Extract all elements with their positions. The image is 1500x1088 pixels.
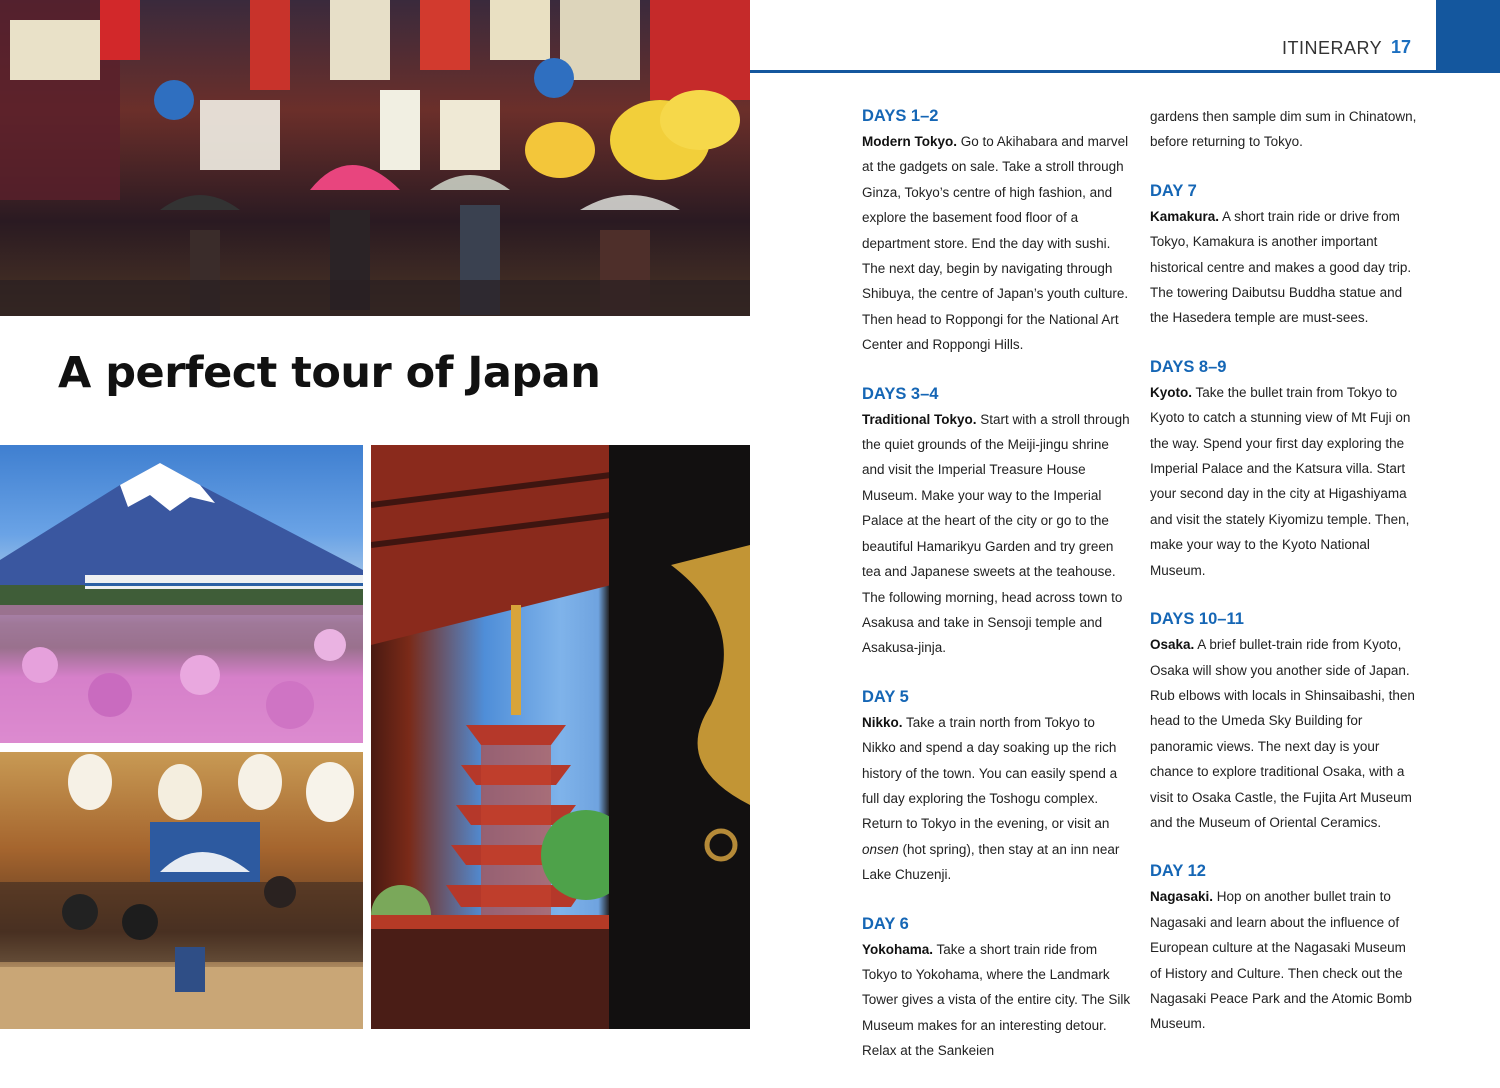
day-heading: DAY 12 [1150, 862, 1206, 881]
itinerary-entry-day-5 [862, 685, 1132, 888]
day-description [862, 937, 1132, 1064]
day-description [1150, 204, 1420, 331]
destination-name: Nikko. [862, 714, 903, 730]
day-description [862, 407, 1132, 661]
day-heading: DAYS 10–11 [1150, 610, 1244, 629]
destination-name: Traditional Tokyo. [862, 411, 977, 427]
izakaya-photo [0, 752, 363, 1029]
destination-name: Kyoto. [1150, 384, 1192, 400]
destination-name: Yokohama. [862, 941, 934, 957]
day-text: Hop on another bullet train to Nagasaki and learn about the influence of European culture at the Nagasaki Museum of History and Culture. Then check out the Nagasaki Peace Park and the Atomic Bomb Museum. [1150, 889, 1412, 1032]
day-text: Start with a stroll through the quiet grounds of the Meiji-jingu shrine and visit the Imperial Treasure House Museum. Make your way to the Imperial Palace at the heart of the city or go to the beautiful Hamarikyu Garden and try green tea and Japanese sweets at the teahouse. The following morning, head across town to Asakusa and take in Sensoji temple and Asakusa-jinja. [862, 411, 1130, 656]
itinerary-entry-days-1-2 [862, 104, 1132, 358]
day-description [1150, 632, 1420, 835]
day-heading: DAY 6 [862, 914, 909, 933]
day-heading: DAYS 3–4 [862, 384, 939, 403]
mount-fuji-art [0, 445, 363, 743]
destination-name: Kamakura. [1150, 208, 1220, 224]
itinerary-entry-days-8-9 [1150, 355, 1420, 583]
day-text: Take a short train ride from Tokyo to Yokohama, where the Landmark Tower gives a vista of the entire city. The Silk Museum makes for an interesting detour. Relax at the Sankeien [862, 941, 1131, 1059]
pagoda-photo [371, 445, 750, 1029]
destination-name: Nagasaki. [1150, 889, 1214, 905]
itinerary-column-right [1150, 104, 1420, 1061]
day-heading: DAY 7 [1150, 181, 1197, 200]
day-text: Take the bullet train from Tokyo to Kyoto to catch a stunning view of Mt Fuji on the way. Spend your first day exploring the Imperial Palace and the Katsura villa. Start your second day in the city at Higashiyama and visit the stately Kiyomizu temple. Then, make your way to the Kyoto National Museum. [1150, 384, 1411, 578]
day-text: Take a train north from Tokyo to Nikko and spend a day soaking up the rich history of the town. You can easily spend a full day exploring the Toshogu complex. Return to Tokyo in the evening, or visit an [862, 714, 1118, 832]
destination-name: Modern Tokyo. [862, 134, 958, 149]
street-photo-art [0, 0, 750, 316]
day-text-emphasis: onsen [862, 841, 899, 857]
day-heading: DAY 5 [862, 687, 909, 706]
day-description [862, 710, 1132, 888]
mount-fuji-photo [0, 445, 363, 743]
running-head: ITINERARY [1282, 38, 1383, 58]
day-text: (hot spring), then stay at an inn near Lake Chuzenji. [862, 841, 1120, 883]
destination-name: Osaka. [1150, 637, 1195, 653]
day-heading: DAYS 1–2 [862, 107, 939, 125]
day-6-continued-text: gardens then sample dim sum in Chinatown, before returning to Tokyo. [1150, 109, 1417, 150]
day-heading: DAYS 8–9 [1150, 357, 1227, 376]
pagoda-art [371, 445, 750, 1029]
izakaya-art [0, 752, 363, 1029]
day-text: Go to Akihabara and marvel at the gadgets on sale. Take a stroll through Ginza, Tokyo’s centre of high fashion, and explore the basement food floor of a department store. End the day with sushi. The next day, begin by navigating through Shibuya, the centre of Japan’s youth culture. Then head to Roppongi for the National Art Center and Roppongi Hills. [862, 134, 1129, 353]
page-title: A perfect tour of Japan [58, 348, 601, 398]
day-text: A short train ride or drive from Tokyo, Kamakura is another important historical centre and makes a good day trip. The towering Daibutsu Buddha statue and the Hasedera temple are must-sees. [1150, 208, 1412, 326]
page-number: 17 [1391, 37, 1412, 57]
corner-tab [1436, 0, 1500, 70]
day-description [1150, 380, 1420, 583]
itinerary-entry-day-6 [862, 912, 1132, 1064]
itinerary-entry-days-3-4 [862, 382, 1132, 661]
day-description [1150, 884, 1420, 1036]
itinerary-entry-day-7 [1150, 179, 1420, 331]
day-description [862, 129, 1132, 358]
itinerary-entry-days-10-11 [1150, 607, 1420, 835]
itinerary-entry-day-12 [1150, 859, 1420, 1036]
street-photo [0, 0, 750, 316]
itinerary-column-left [862, 104, 1132, 1088]
day-text: A brief bullet-train ride from Kyoto, Osaka will show you another side of Japan. Rub elbows with locals in Shinsaibashi, then head to the Umeda Sky Building for panoramic views. The next day is your chance to explore traditional Osaka, with a visit to Osaka Castle, the Fujita Art Museum and the Museum of Oriental Ceramics. [1150, 637, 1415, 830]
header-rule [750, 70, 1500, 73]
